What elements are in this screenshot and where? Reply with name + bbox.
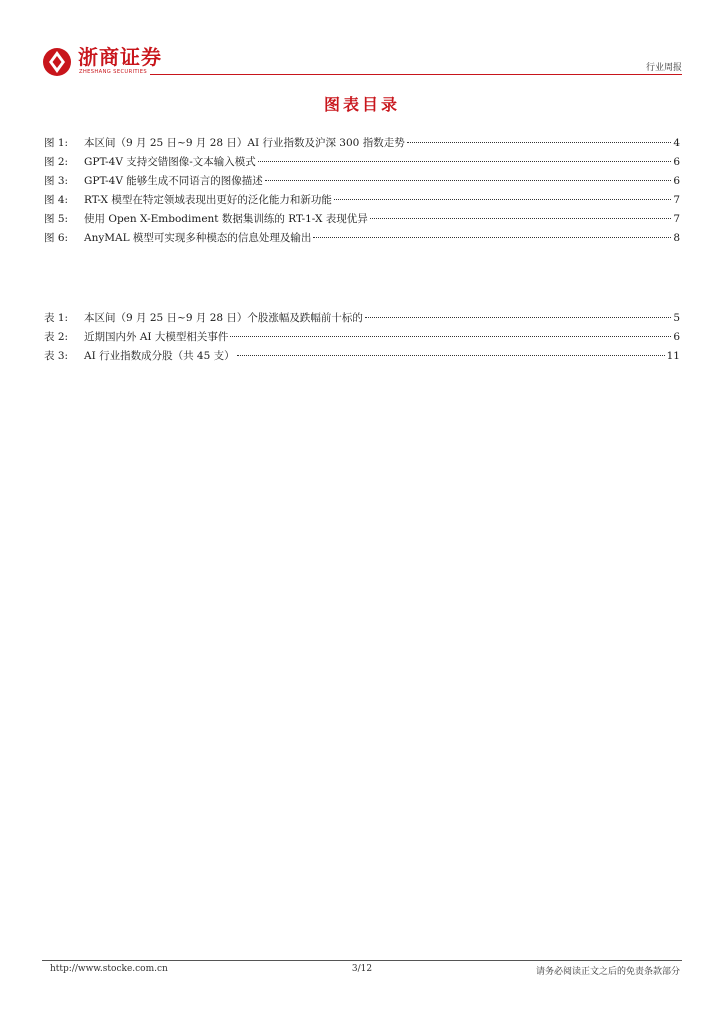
- toc-entry-figure-1[interactable]: [44, 135, 680, 154]
- toc-entry-page[interactable]: 7: [673, 194, 680, 206]
- dot-leader: [313, 237, 671, 238]
- dot-leader: [334, 199, 671, 200]
- footer-url-link[interactable]: http://www.stocke.com.cn: [50, 964, 168, 974]
- toc-entry-page[interactable]: 5: [673, 312, 680, 324]
- dot-leader: [230, 336, 671, 337]
- dot-leader: [365, 317, 671, 318]
- footer-divider: [42, 960, 682, 961]
- zheshang-logo-icon: [42, 47, 72, 77]
- toc-entry-page[interactable]: 11: [666, 350, 680, 362]
- toc-entry-text[interactable]: 本区间（9 月 25 日~9 月 28 日）AI 行业指数及沪深 300 指数走势: [84, 137, 405, 149]
- toc-entry-page[interactable]: 6: [673, 156, 680, 168]
- dot-leader: [265, 180, 672, 181]
- toc-entry-figure-6[interactable]: [44, 230, 680, 249]
- page-header: [42, 44, 682, 78]
- toc-entry-figure-5[interactable]: [44, 211, 680, 230]
- page-number: 3/12: [351, 964, 373, 974]
- toc-entry-page[interactable]: 4: [673, 137, 680, 149]
- toc-entry-label: 图 1:: [44, 137, 69, 149]
- toc-entry-label: 图 3:: [44, 175, 69, 187]
- toc-entry-page[interactable]: 6: [673, 175, 680, 187]
- toc-entry-figure-3[interactable]: [44, 173, 680, 192]
- brand-name-en: ZHESHANG SECURITIES: [79, 69, 148, 75]
- toc-entry-text[interactable]: 本区间（9 月 25 日~9 月 28 日）个股涨幅及跌幅前十标的: [84, 312, 363, 324]
- dot-leader: [258, 161, 672, 162]
- figure-list: [44, 135, 680, 249]
- toc-entry-text[interactable]: AI 行业指数成分股（共 45 支）: [84, 350, 235, 362]
- toc-entry-page[interactable]: 7: [673, 213, 680, 225]
- toc-entry-label: 表 3:: [44, 350, 69, 362]
- toc-entry-text[interactable]: GPT-4V 能够生成不同语言的图像描述: [84, 175, 263, 187]
- header-divider: [150, 74, 682, 75]
- dot-leader: [407, 142, 672, 143]
- toc-title: 图表目录: [323, 95, 400, 114]
- toc-entry-figure-4[interactable]: [44, 192, 680, 211]
- toc-entry-label: 表 1:: [44, 312, 69, 324]
- document-type: 行业周报: [645, 63, 682, 73]
- toc-entry-page[interactable]: 6: [673, 331, 680, 343]
- table-list: [44, 310, 680, 367]
- toc-entry-text[interactable]: 近期国内外 AI 大模型相关事件: [84, 331, 229, 343]
- toc-entry-label: 图 6:: [44, 232, 69, 244]
- toc-entry-text[interactable]: GPT-4V 支持交错图像-文本输入模式: [84, 156, 256, 168]
- toc-entry-table-2[interactable]: [44, 329, 680, 348]
- toc-entry-table-3[interactable]: [44, 348, 680, 367]
- footer-disclaimer: 请务必阅读正文之后的免责条款部分: [535, 967, 680, 977]
- toc-entry-text[interactable]: RT-X 模型在特定领域表现出更好的泛化能力和新功能: [84, 194, 332, 206]
- toc-entry-page[interactable]: 8: [673, 232, 680, 244]
- toc-entry-label: 图 2:: [44, 156, 69, 168]
- toc-entry-text[interactable]: AnyMAL 模型可实现多种模态的信息处理及输出: [84, 232, 312, 244]
- toc-entry-text[interactable]: 使用 Open X-Embodiment 数据集训练的 RT-1-X 表现优异: [84, 213, 368, 225]
- toc-entry-figure-2[interactable]: [44, 154, 680, 173]
- toc-entry-label: 图 5:: [44, 213, 69, 225]
- dot-leader: [237, 355, 665, 356]
- brand-name-cn: 浙商证券: [78, 45, 162, 69]
- toc-entry-label: 图 4:: [44, 194, 69, 206]
- dot-leader: [370, 218, 672, 219]
- toc-entry-label: 表 2:: [44, 331, 69, 343]
- toc-entry-table-1[interactable]: [44, 310, 680, 329]
